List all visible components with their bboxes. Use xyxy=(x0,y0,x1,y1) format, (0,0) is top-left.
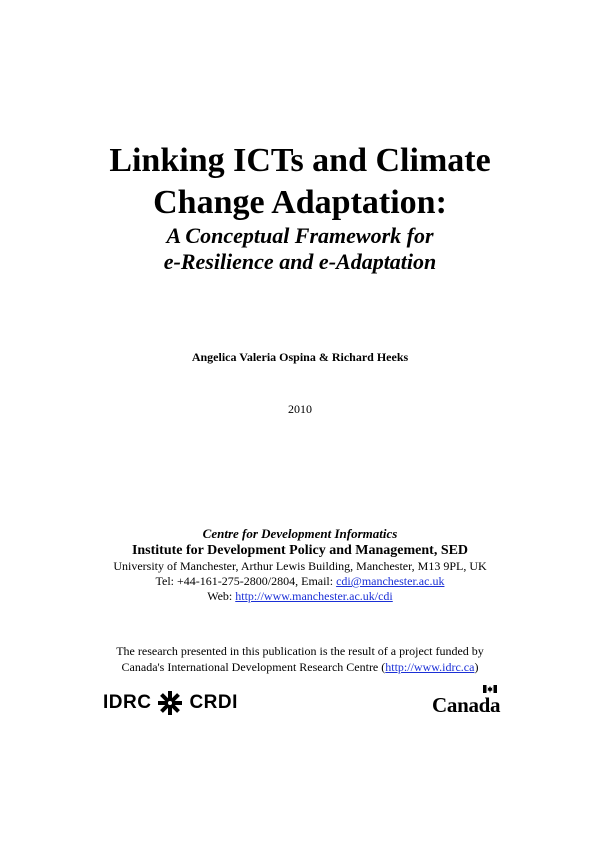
idrc-logo-text: IDRC xyxy=(103,692,152,713)
canada-wordmark-text: Canada xyxy=(432,693,501,717)
centre-name: Centre for Development Informatics xyxy=(202,526,398,541)
subtitle-line-2: e-Resilience and e-Adaptation xyxy=(163,249,437,274)
title-line-1: Linking ICTs and Climate xyxy=(109,142,491,179)
canada-flag-icon xyxy=(483,685,497,693)
contact-line xyxy=(0,574,600,589)
web-prefix: Web: xyxy=(207,589,236,603)
centre-block xyxy=(0,526,600,604)
email-link[interactable]: cdi@manchester.ac.uk xyxy=(336,574,445,588)
tel-text: Tel: +44-161-275-2800/2804, Email: xyxy=(155,574,337,588)
idrc-emblem-icon xyxy=(157,690,183,716)
canada-wordmark xyxy=(432,693,500,718)
funding-prefix: Canada's International Development Research Centre ( xyxy=(121,660,386,674)
title-line-2: Change Adaptation: xyxy=(153,184,447,221)
web-line xyxy=(0,589,600,604)
document-subtitle xyxy=(0,223,600,275)
authors: Angelica Valeria Ospina & Richard Heeks xyxy=(191,350,409,364)
institute-name: Institute for Development Policy and Management, SED xyxy=(131,543,469,558)
funding-suffix: ) xyxy=(474,660,479,674)
web-link[interactable]: http://www.manchester.ac.uk/cdi xyxy=(235,589,393,603)
idrc-link[interactable]: http://www.idrc.ca xyxy=(385,660,475,674)
funding-statement xyxy=(0,643,600,675)
subtitle-line-1: A Conceptual Framework for xyxy=(166,223,434,248)
funding-line-1: The research presented in this publication is the result of a project funded by xyxy=(116,644,484,658)
document-title xyxy=(0,140,600,224)
idrc-crdi-logo xyxy=(103,688,238,718)
postal-address: University of Manchester, Arthur Lewis Building, Manchester, M13 9PL, UK xyxy=(113,559,487,573)
publication-year: 2010 xyxy=(288,402,312,416)
crdi-logo-text: CRDI xyxy=(189,692,238,713)
funding-line-2 xyxy=(0,659,600,675)
